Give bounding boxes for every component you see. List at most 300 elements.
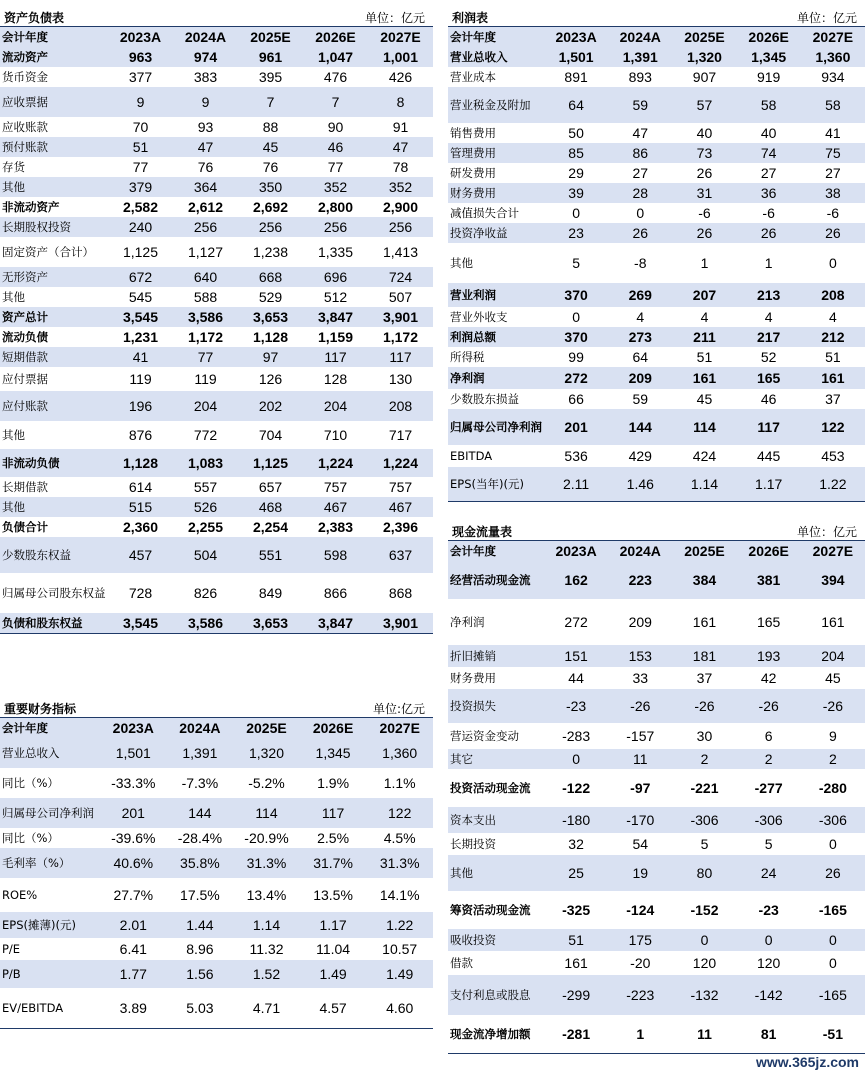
row-label: 负债和股东权益 [0, 613, 108, 633]
header-year: 2024A [167, 718, 234, 738]
row-value: 85 [544, 143, 608, 163]
row-value: 350 [238, 177, 303, 197]
row-value: 153 [608, 645, 672, 667]
row-value: 1,172 [187, 329, 224, 345]
row-value: 24 [737, 855, 801, 891]
row-label: 少数股东权益 [0, 537, 108, 573]
table-row [0, 117, 433, 137]
row-value: 4.60 [386, 1000, 414, 1016]
ratios-header-row [0, 718, 433, 738]
table-row [0, 421, 433, 449]
row-value: 1.77 [100, 960, 167, 988]
table-row [0, 613, 433, 633]
row-value: 5.03 [186, 1000, 214, 1016]
table-row [448, 855, 865, 891]
row-value: 2,360 [122, 519, 159, 535]
row-value: 1,345 [300, 738, 367, 768]
row-value: 209 [628, 614, 652, 630]
row-value: 66 [568, 391, 584, 407]
row-value: 201 [100, 798, 167, 828]
row-value: 3,847 [303, 613, 368, 633]
table-row [448, 807, 865, 833]
row-value: -306 [737, 807, 801, 833]
row-label: 投资净收益 [448, 223, 544, 243]
row-value: 126 [258, 371, 283, 387]
row-value: 429 [628, 448, 652, 464]
row-value: 1,128 [108, 449, 173, 477]
row-label: 营业成本 [450, 70, 496, 84]
row-value: 14.1% [379, 887, 420, 903]
row-value: 165 [756, 614, 781, 630]
row-value: 162 [544, 561, 608, 599]
row-value: 3,545 [108, 613, 173, 633]
row-value: 3,847 [303, 307, 368, 327]
row-value: 151 [544, 645, 608, 667]
row-label: 所得税 [450, 350, 485, 364]
row-value: 47 [632, 125, 649, 141]
row-value: 2,800 [317, 199, 354, 215]
row-value: 51 [825, 349, 841, 365]
row-value: 26 [672, 223, 736, 243]
header-year: 2025E [672, 27, 736, 47]
row-value: 58 [801, 87, 865, 123]
row-value: 467 [303, 497, 368, 517]
row-value: 696 [303, 267, 368, 287]
row-value: 47 [173, 137, 238, 157]
row-value: 7 [238, 87, 303, 117]
row-value: -39.6% [111, 830, 156, 846]
row-label: 营业税金及附加 [448, 87, 544, 123]
row-value: 364 [173, 177, 238, 197]
row-value: 207 [672, 283, 736, 307]
row-value: 77 [327, 159, 344, 175]
row-value: 120 [692, 955, 717, 971]
row-value: -23 [544, 689, 608, 723]
row-value: 0 [828, 955, 837, 971]
header-label: 会计年度 [0, 718, 100, 738]
table-row [448, 283, 865, 307]
row-value: 45 [696, 391, 713, 407]
row-value: 27 [760, 165, 777, 181]
row-value: 919 [756, 69, 781, 85]
table-row [448, 143, 865, 163]
row-value: 0 [828, 255, 837, 271]
balance-sheet-unit: 单位：亿元 [364, 11, 425, 25]
income-title-row [448, 4, 865, 27]
row-label: 支付利息或股息 [448, 975, 544, 1015]
row-value: 526 [173, 497, 238, 517]
row-value: 0 [801, 929, 865, 951]
row-value: 11 [608, 749, 672, 769]
row-label: 同比（%） [2, 831, 59, 845]
row-value: 240 [108, 217, 173, 237]
header-year: 2024A [173, 27, 238, 47]
row-label: 其他 [0, 497, 108, 517]
table-row [0, 177, 433, 197]
row-value: 13.4% [246, 887, 287, 903]
table-row [448, 975, 865, 1015]
table-row [448, 307, 865, 327]
row-value: 175 [608, 929, 672, 951]
table-row [0, 197, 433, 217]
row-value: 256 [173, 217, 238, 237]
row-label: 减值损失合计 [450, 206, 519, 220]
cashflow-panel [448, 518, 865, 1070]
table-row [448, 561, 865, 599]
row-value: 757 [388, 479, 413, 495]
cashflow-unit: 单位：亿元 [796, 525, 857, 539]
row-value: -180 [544, 807, 608, 833]
header-year: 2027E [801, 541, 865, 561]
row-value: 144 [167, 798, 234, 828]
row-value: 161 [801, 367, 865, 389]
row-value: 2,900 [382, 199, 419, 215]
row-label: 少数股东损益 [450, 392, 519, 406]
table-row [0, 47, 433, 67]
row-value: 3,653 [238, 613, 303, 633]
row-value: 97 [238, 347, 303, 367]
row-value: 25 [544, 855, 608, 891]
row-value: 453 [821, 448, 845, 464]
row-value: 757 [323, 479, 348, 495]
row-value: 256 [238, 217, 303, 237]
row-value: 88 [262, 119, 279, 135]
row-value: 3.89 [119, 1000, 147, 1016]
row-value: 122 [366, 798, 433, 828]
row-value: 1,125 [122, 244, 159, 260]
row-value: 672 [108, 267, 173, 287]
row-value: 1,224 [368, 449, 433, 477]
row-value: 394 [801, 561, 865, 599]
row-label: 应付票据 [2, 372, 48, 386]
row-value: 3,901 [368, 307, 433, 327]
row-value: 64 [632, 349, 649, 365]
row-value: 381 [737, 561, 801, 599]
row-label: 同比（%） [2, 776, 59, 790]
row-value: 0 [828, 836, 837, 852]
row-value: 3,901 [368, 613, 433, 633]
table-row [448, 1015, 865, 1053]
row-value: 41 [825, 125, 841, 141]
row-value: 17.5% [180, 887, 220, 903]
row-label: 其他 [2, 428, 25, 442]
row-value: 536 [564, 448, 588, 464]
row-value: 598 [303, 537, 368, 573]
row-value: -26 [801, 689, 865, 723]
balance-sheet-title: 资产负债表 [4, 11, 65, 25]
row-label: 归属母公司股东权益 [2, 586, 106, 600]
row-value: 77 [132, 159, 149, 175]
row-label: 应收账款 [2, 120, 48, 134]
row-value: 19 [608, 855, 672, 891]
balance-sheet-panel [0, 4, 433, 670]
row-value: 4.5% [383, 830, 416, 846]
ratios-bottom-rule [0, 1028, 433, 1029]
table-row [0, 67, 433, 87]
row-value: 4 [828, 309, 837, 325]
row-value: 90 [327, 119, 344, 135]
header-year: 2027E [368, 27, 433, 47]
row-value: -170 [608, 807, 672, 833]
row-value: 33 [632, 670, 649, 686]
row-value: 31.3% [233, 848, 300, 878]
row-value: -7.3% [181, 775, 219, 791]
cashflow-title: 现金流量表 [452, 525, 513, 539]
row-value: 1.17 [300, 912, 367, 938]
row-value: 1.1% [383, 775, 416, 791]
row-label: 营运资金变动 [450, 729, 519, 743]
row-label: 长期借款 [2, 480, 48, 494]
row-label: 其他 [0, 177, 108, 197]
row-value: 10.57 [382, 941, 418, 957]
row-value: 86 [608, 143, 672, 163]
table-row [448, 467, 865, 501]
row-value: 128 [323, 371, 348, 387]
row-label: EV/EBITDA [2, 1001, 64, 1015]
row-value: -122 [562, 780, 591, 796]
row-value: 2.11 [544, 467, 608, 501]
row-value: 893 [628, 69, 652, 85]
row-value: 717 [388, 427, 413, 443]
table-row [0, 938, 433, 960]
row-value: 9 [828, 728, 837, 744]
row-value: 1.22 [366, 912, 433, 938]
row-value: 120 [756, 955, 781, 971]
header-year: 2026E [737, 27, 801, 47]
table-row [448, 243, 865, 283]
row-value: 37 [696, 670, 713, 686]
row-label: ROE% [2, 888, 38, 902]
header-label: 会计年度 [448, 541, 544, 561]
row-value: 59 [632, 391, 649, 407]
row-value: 269 [608, 283, 672, 307]
row-value: 196 [108, 391, 173, 421]
row-value: 426 [388, 69, 413, 85]
row-value: 352 [303, 177, 368, 197]
row-value: 379 [108, 177, 173, 197]
row-value: -8 [634, 255, 647, 271]
row-value: 0 [672, 929, 736, 951]
row-value: 204 [303, 391, 368, 421]
header-year: 2023A [108, 27, 173, 47]
row-value: 81 [760, 1026, 777, 1042]
table-row [448, 347, 865, 367]
row-value: 5 [700, 836, 709, 852]
row-value: 0 [544, 749, 608, 769]
row-value: 70 [132, 119, 149, 135]
row-value: 78 [392, 159, 409, 175]
row-value: 704 [258, 427, 283, 443]
row-value: 1,083 [173, 449, 238, 477]
row-value: 1,320 [672, 47, 736, 67]
row-value: 588 [193, 289, 218, 305]
row-value: 1,224 [303, 449, 368, 477]
table-row [0, 798, 433, 828]
row-value: 1 [700, 255, 709, 271]
table-row [448, 163, 865, 183]
row-label: 预付账款 [0, 137, 108, 157]
row-value: 202 [238, 391, 303, 421]
row-value: 161 [564, 955, 588, 971]
row-value: 467 [368, 497, 433, 517]
row-value: 1,172 [382, 329, 419, 345]
row-value: -20.9% [244, 830, 289, 846]
row-value: 1,238 [252, 244, 289, 260]
table-row [448, 67, 865, 87]
row-value: -283 [562, 728, 591, 744]
row-value: 1,127 [187, 244, 224, 260]
row-value: 377 [128, 69, 153, 85]
table-row [448, 367, 865, 389]
row-label: 无形资产 [0, 267, 108, 287]
row-value: 54 [632, 836, 649, 852]
table-row [448, 203, 865, 223]
row-value: 1.44 [167, 912, 234, 938]
row-value: 27.7% [113, 887, 154, 903]
row-value: 13.5% [313, 887, 353, 903]
row-label: 筹资活动现金流 [450, 903, 531, 917]
table-row [0, 237, 433, 267]
row-value: 44 [568, 670, 584, 686]
row-value: -165 [801, 975, 865, 1015]
row-label: 其他 [450, 256, 473, 270]
row-value: -221 [690, 780, 719, 796]
row-value: 1,231 [122, 329, 159, 345]
row-value: 1,501 [100, 738, 167, 768]
row-value: 3,586 [173, 307, 238, 327]
row-value: 76 [262, 159, 279, 175]
row-value: 1,391 [167, 738, 234, 768]
row-value: 4 [636, 309, 645, 325]
row-value: 4 [764, 309, 773, 325]
table-row [448, 223, 865, 243]
row-value: 26 [608, 223, 672, 243]
row-value: 213 [737, 283, 801, 307]
row-label: 投资活动现金流 [450, 781, 531, 795]
table-row [448, 409, 865, 445]
row-value: 11.32 [249, 941, 284, 957]
row-value: 45 [825, 670, 841, 686]
row-label: 固定资产（合计） [2, 245, 94, 259]
row-value: 1.56 [167, 960, 234, 988]
row-value: 181 [672, 645, 736, 667]
table-row [0, 912, 433, 938]
row-value: -26 [672, 689, 736, 723]
row-value: 1,345 [737, 47, 801, 67]
row-label: 流动资产 [0, 47, 108, 67]
table-row [448, 645, 865, 667]
table-row [0, 449, 433, 477]
row-value: 42 [760, 670, 777, 686]
row-value: 728 [128, 585, 153, 601]
row-value: 0 [636, 205, 645, 221]
table-row [0, 768, 433, 798]
table-row [0, 537, 433, 573]
row-value: 11 [697, 1026, 712, 1042]
row-label: 营业外收支 [450, 310, 508, 324]
table-row [448, 327, 865, 347]
row-value: -132 [672, 975, 736, 1015]
row-value: 114 [672, 409, 736, 445]
row-value: 211 [672, 327, 736, 347]
row-value: 2,692 [252, 199, 289, 215]
row-value: 1.14 [672, 467, 736, 501]
row-value: 9 [108, 87, 173, 117]
row-value: 476 [323, 69, 348, 85]
table-row [448, 951, 865, 975]
table-row [0, 878, 433, 912]
row-value: 161 [692, 614, 717, 630]
header-year: 2026E [300, 718, 367, 738]
row-value: 2,612 [187, 199, 224, 215]
row-value: 46 [760, 391, 777, 407]
row-value: 50 [568, 125, 584, 141]
row-value: -223 [608, 975, 672, 1015]
row-value: 370 [544, 283, 608, 307]
header-year: 2023A [544, 541, 608, 561]
balance-bottom-rule [0, 633, 433, 634]
row-label: 非流动负债 [0, 449, 108, 477]
row-value: 8.96 [186, 941, 214, 957]
row-value: 507 [388, 289, 413, 305]
row-value: 637 [368, 537, 433, 573]
row-value: 545 [128, 289, 153, 305]
row-value: 209 [608, 367, 672, 389]
row-value: 2.01 [100, 912, 167, 938]
row-value: 826 [193, 585, 218, 601]
row-value: 6 [764, 728, 773, 744]
row-label: 应收票据 [0, 87, 108, 117]
row-value: 27 [825, 165, 841, 181]
table-row [0, 391, 433, 421]
income-header-row [448, 27, 865, 47]
income-unit: 单位：亿元 [796, 11, 857, 25]
row-value: 1.49 [300, 960, 367, 988]
row-value: 40 [696, 125, 713, 141]
row-label: 借款 [450, 956, 473, 970]
row-value: 772 [193, 427, 218, 443]
ratios-table [0, 718, 433, 1028]
row-value: 529 [258, 289, 283, 305]
row-value: -26 [737, 689, 801, 723]
row-value: 217 [737, 327, 801, 347]
row-value: -280 [818, 780, 847, 796]
row-value: 1.17 [737, 467, 801, 501]
row-value: 64 [544, 87, 608, 123]
row-value: 75 [801, 143, 865, 163]
row-label: 其他 [2, 290, 25, 304]
ratios-title-row [0, 695, 433, 718]
row-value: 866 [323, 585, 348, 601]
row-label: EBITDA [450, 449, 493, 463]
row-label: 应付账款 [0, 391, 108, 421]
row-label: 长期股权投资 [0, 217, 108, 237]
row-value: 74 [737, 143, 801, 163]
row-value: 2 [672, 749, 736, 769]
row-value: 1.9% [317, 775, 350, 791]
table-row [448, 749, 865, 769]
row-value: -306 [672, 807, 736, 833]
row-value: 76 [197, 159, 214, 175]
row-value: 5 [764, 836, 773, 852]
row-value: 223 [608, 561, 672, 599]
row-label: 货币资金 [2, 70, 48, 84]
row-label: 归属母公司净利润 [0, 798, 100, 828]
row-value: 2 [801, 749, 865, 769]
table-row [448, 833, 865, 855]
table-row [0, 327, 433, 347]
table-row [0, 367, 433, 391]
